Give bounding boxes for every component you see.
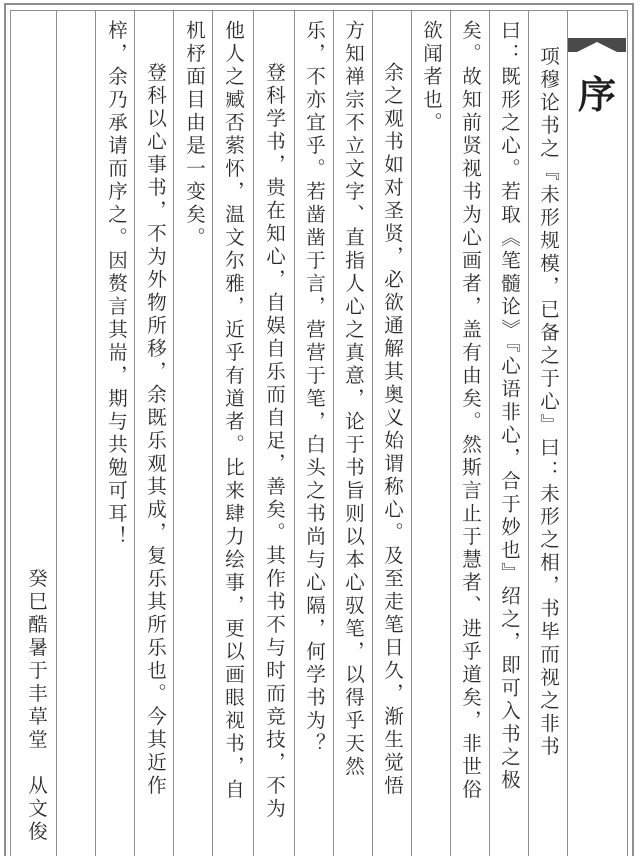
column-divider xyxy=(489,10,490,856)
text-column-4: 欲闻者也。 xyxy=(420,20,443,135)
page-title: 序 xyxy=(577,72,616,117)
text-column-11: 登科以心事书，不为外物所移，余既乐观其成，复乐其所乐也。今其近作 xyxy=(144,62,167,798)
column-divider xyxy=(134,10,135,856)
signature: 癸巳酷暑于丰草堂 从文俊 xyxy=(25,568,48,844)
column-divider xyxy=(333,10,334,856)
title-notch-ornament xyxy=(577,42,617,52)
text-column-5: 余之观书如对圣贤，必欲通解其奥义始谓称心。及至走笔日久，渐生觉悟 xyxy=(381,62,404,798)
column-divider xyxy=(567,10,568,856)
column-divider xyxy=(528,10,529,856)
column-divider xyxy=(253,10,254,856)
column-divider xyxy=(173,10,174,856)
text-column-1: 项穆论书之『未形规模，已备之于心』曰：未形之相，书毕而视之非书 xyxy=(537,46,560,759)
text-column-12: 梓，余乃承请而序之。因赘言其耑，期与共勉可耳！ xyxy=(105,20,128,549)
text-column-8: 登科学书，贵在知心，自娱自乐而自足，善矣。其作书不与时而竞技，不为 xyxy=(263,62,286,821)
column-divider xyxy=(56,10,57,856)
column-divider xyxy=(372,10,373,856)
column-divider xyxy=(294,10,295,856)
column-divider xyxy=(212,10,213,856)
text-column-3: 矣。故知前贤视书为心画者，盖有由矣。然斯言止于慧者、进乎道矣，非世俗 xyxy=(459,20,482,802)
text-column-7: 乐，不亦宜乎。若凿凿于言，营营于笔，白头之书尚与心隔，何学书为？ xyxy=(303,20,326,756)
text-column-9: 他人之臧否萦怀，温文尔雅，近乎有道者。比来肆力绘事，更以画眼视书，自 xyxy=(222,20,245,802)
text-column-10: 机杼面目由是一变矣。 xyxy=(183,20,206,250)
column-divider xyxy=(411,10,412,856)
column-divider xyxy=(450,10,451,856)
text-column-6: 方知禅宗不立文字、直指人心之真意，论于书旨则以本心驭笔，以得乎天然 xyxy=(342,20,365,779)
title-block xyxy=(568,24,626,117)
text-column-2: 曰：既形之心。若取《笔髓论》『心语非心，合于妙也』绍之，即可入书之极 xyxy=(498,20,521,793)
column-divider xyxy=(95,10,96,856)
